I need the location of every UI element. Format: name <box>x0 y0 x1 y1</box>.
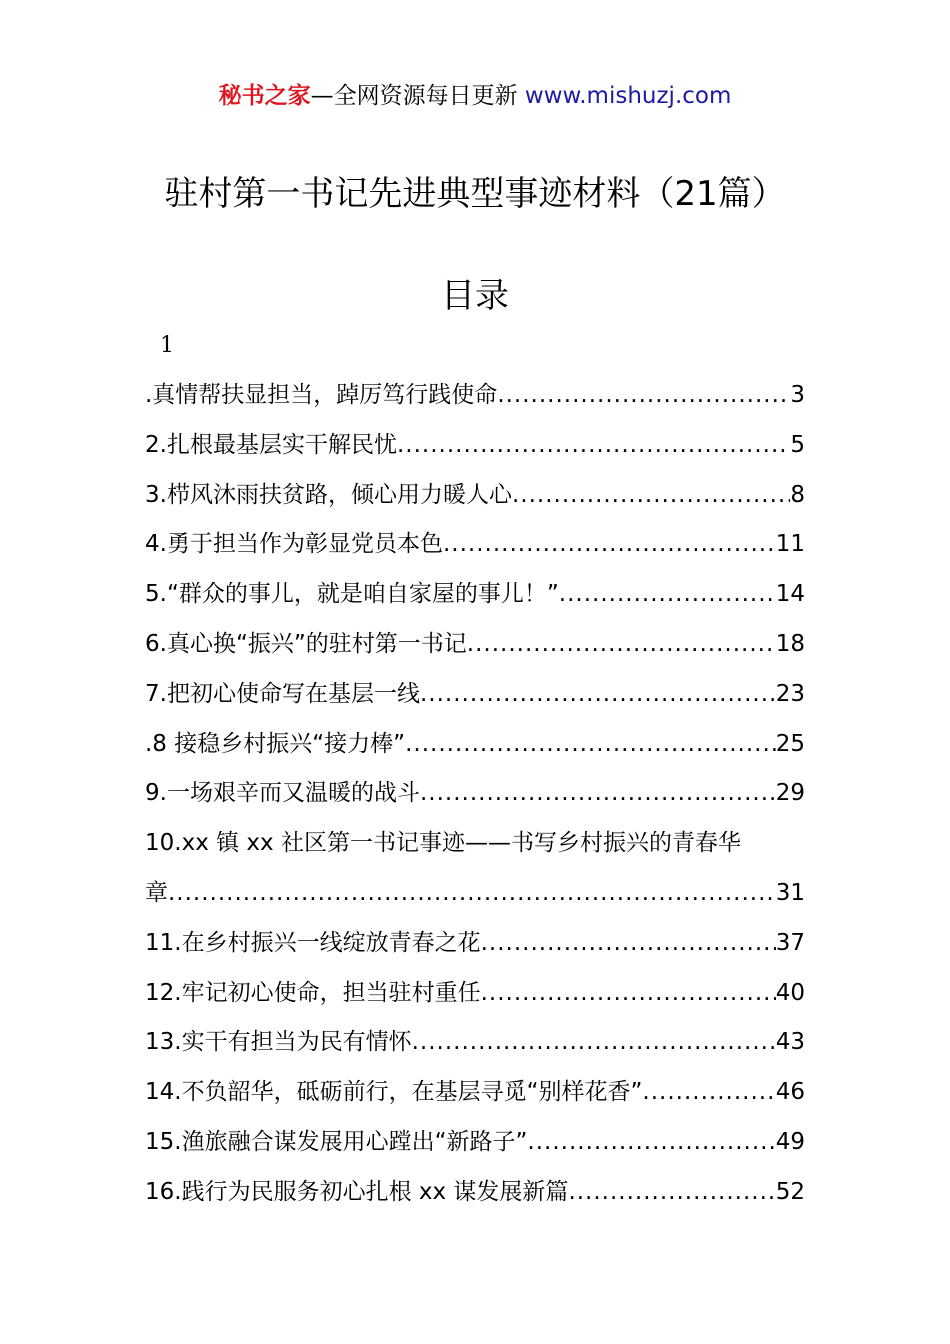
toc-heading: 目录 <box>441 276 509 316</box>
toc-entry-title: .真情帮扶显担当，踔厉笃行践使命 <box>145 382 498 408</box>
toc-entry-page: 46 <box>775 1079 805 1106</box>
toc-entry[interactable] <box>145 1118 805 1168</box>
toc-entry-page: 37 <box>775 929 805 956</box>
toc-entry-page: 43 <box>775 1029 805 1056</box>
toc-entry-title-line2: 章 <box>145 879 168 906</box>
toc-entry-title: 2.扎根最基层实干解民忧 <box>145 431 397 458</box>
toc-entry-page: 40 <box>775 979 805 1006</box>
toc-entry-title-line1: 10.xx 镇 xx 社区第一书记事迹——书写乡村振兴的青春华 <box>145 830 741 857</box>
toc-entry-page: 18 <box>775 630 805 657</box>
toc-entry-page: 31 <box>775 879 805 906</box>
toc-dot-leader <box>512 471 790 521</box>
toc-dot-leader <box>559 570 776 620</box>
toc-entry-page: 25 <box>775 730 805 757</box>
toc-dot-leader <box>420 769 776 819</box>
toc-dot-leader <box>412 1018 776 1068</box>
toc-entry[interactable] <box>145 620 805 670</box>
site-header <box>0 80 950 112</box>
toc-entry-title: 13.实干有担当为民有情怀 <box>145 1029 412 1056</box>
toc-dot-leader <box>481 969 776 1019</box>
toc-entry-page: 8 <box>790 481 805 508</box>
toc-entry-title: 6.真心换“振兴”的驻村第一书记 <box>145 630 467 657</box>
stray-page-number: 1 <box>160 333 174 358</box>
toc-entry-wrapped[interactable] <box>145 819 805 919</box>
toc-entry-title: 3.栉风沐雨扶贫路，倾心用力暖人心 <box>145 481 512 508</box>
toc-entry-page: 5 <box>790 431 805 458</box>
toc-entry-title: 11.在乡村振兴一线绽放青春之花 <box>145 929 481 956</box>
toc-entry-title: 15.渔旅融合谋发展用心蹚出“新路子” <box>145 1128 528 1155</box>
toc-dot-leader <box>168 869 776 919</box>
toc-entry-title: 12.牢记初心使命，担当驻村重任 <box>145 979 481 1006</box>
toc-entry-title: 16.践行为民服务初心扎根 xx 谋发展新篇 <box>145 1178 569 1205</box>
table-of-contents <box>145 371 805 1218</box>
toc-entry-title: 7.把初心使命写在基层一线 <box>145 680 420 707</box>
toc-entry-title: 9.一场艰辛而又温暖的战斗 <box>145 780 420 807</box>
toc-entry-title: 5.“群众的事儿，就是咱自家屋的事儿！” <box>145 581 559 608</box>
toc-dot-leader <box>405 720 776 770</box>
toc-entry-title: .8 接稳乡村振兴“接力棒” <box>145 730 406 757</box>
toc-list-part-2 <box>145 919 805 1218</box>
toc-dot-leader <box>642 1068 775 1118</box>
toc-entry[interactable] <box>145 969 805 1019</box>
site-brand: 秘书之家 <box>218 83 311 109</box>
toc-entry-page: 49 <box>775 1128 805 1155</box>
toc-entry[interactable] <box>145 520 805 570</box>
toc-entry[interactable] <box>145 371 805 421</box>
toc-dot-leader <box>497 371 790 421</box>
toc-entry[interactable] <box>145 919 805 969</box>
toc-entry-page: 3 <box>790 382 805 408</box>
toc-dot-leader <box>467 620 776 670</box>
toc-dot-leader <box>568 1168 775 1218</box>
toc-dot-leader <box>443 520 776 570</box>
toc-entry-page: 23 <box>775 680 805 707</box>
toc-dot-leader <box>527 1118 775 1168</box>
toc-entry[interactable] <box>145 769 805 819</box>
toc-dot-leader <box>397 421 790 471</box>
toc-entry[interactable] <box>145 670 805 720</box>
site-url-link[interactable]: www.mishuzj.com <box>524 83 732 109</box>
toc-list-part-1 <box>145 371 805 819</box>
toc-entry-title: 4.勇于担当作为彰显党员本色 <box>145 531 443 558</box>
toc-entry[interactable] <box>145 1168 805 1218</box>
toc-entry[interactable] <box>145 720 805 770</box>
toc-entry[interactable] <box>145 1068 805 1118</box>
toc-entry-line2 <box>145 869 805 919</box>
toc-entry-page: 29 <box>775 780 805 807</box>
document-title: 驻村第一书记先进典型事迹材料（21篇） <box>164 174 786 214</box>
toc-entry[interactable] <box>145 471 805 521</box>
toc-entry-page: 52 <box>775 1178 805 1205</box>
toc-entry[interactable] <box>145 421 805 471</box>
toc-dot-leader <box>481 919 776 969</box>
toc-entry-title: 14.不负韶华，砥砺前行，在基层寻觅“别样花香” <box>145 1079 643 1106</box>
toc-entry-page: 14 <box>775 581 805 608</box>
site-tagline: —全网资源每日更新 <box>310 83 518 109</box>
toc-entry-page: 11 <box>775 531 805 558</box>
toc-dot-leader <box>420 670 776 720</box>
toc-entry[interactable] <box>145 1018 805 1068</box>
toc-entry[interactable] <box>145 570 805 620</box>
